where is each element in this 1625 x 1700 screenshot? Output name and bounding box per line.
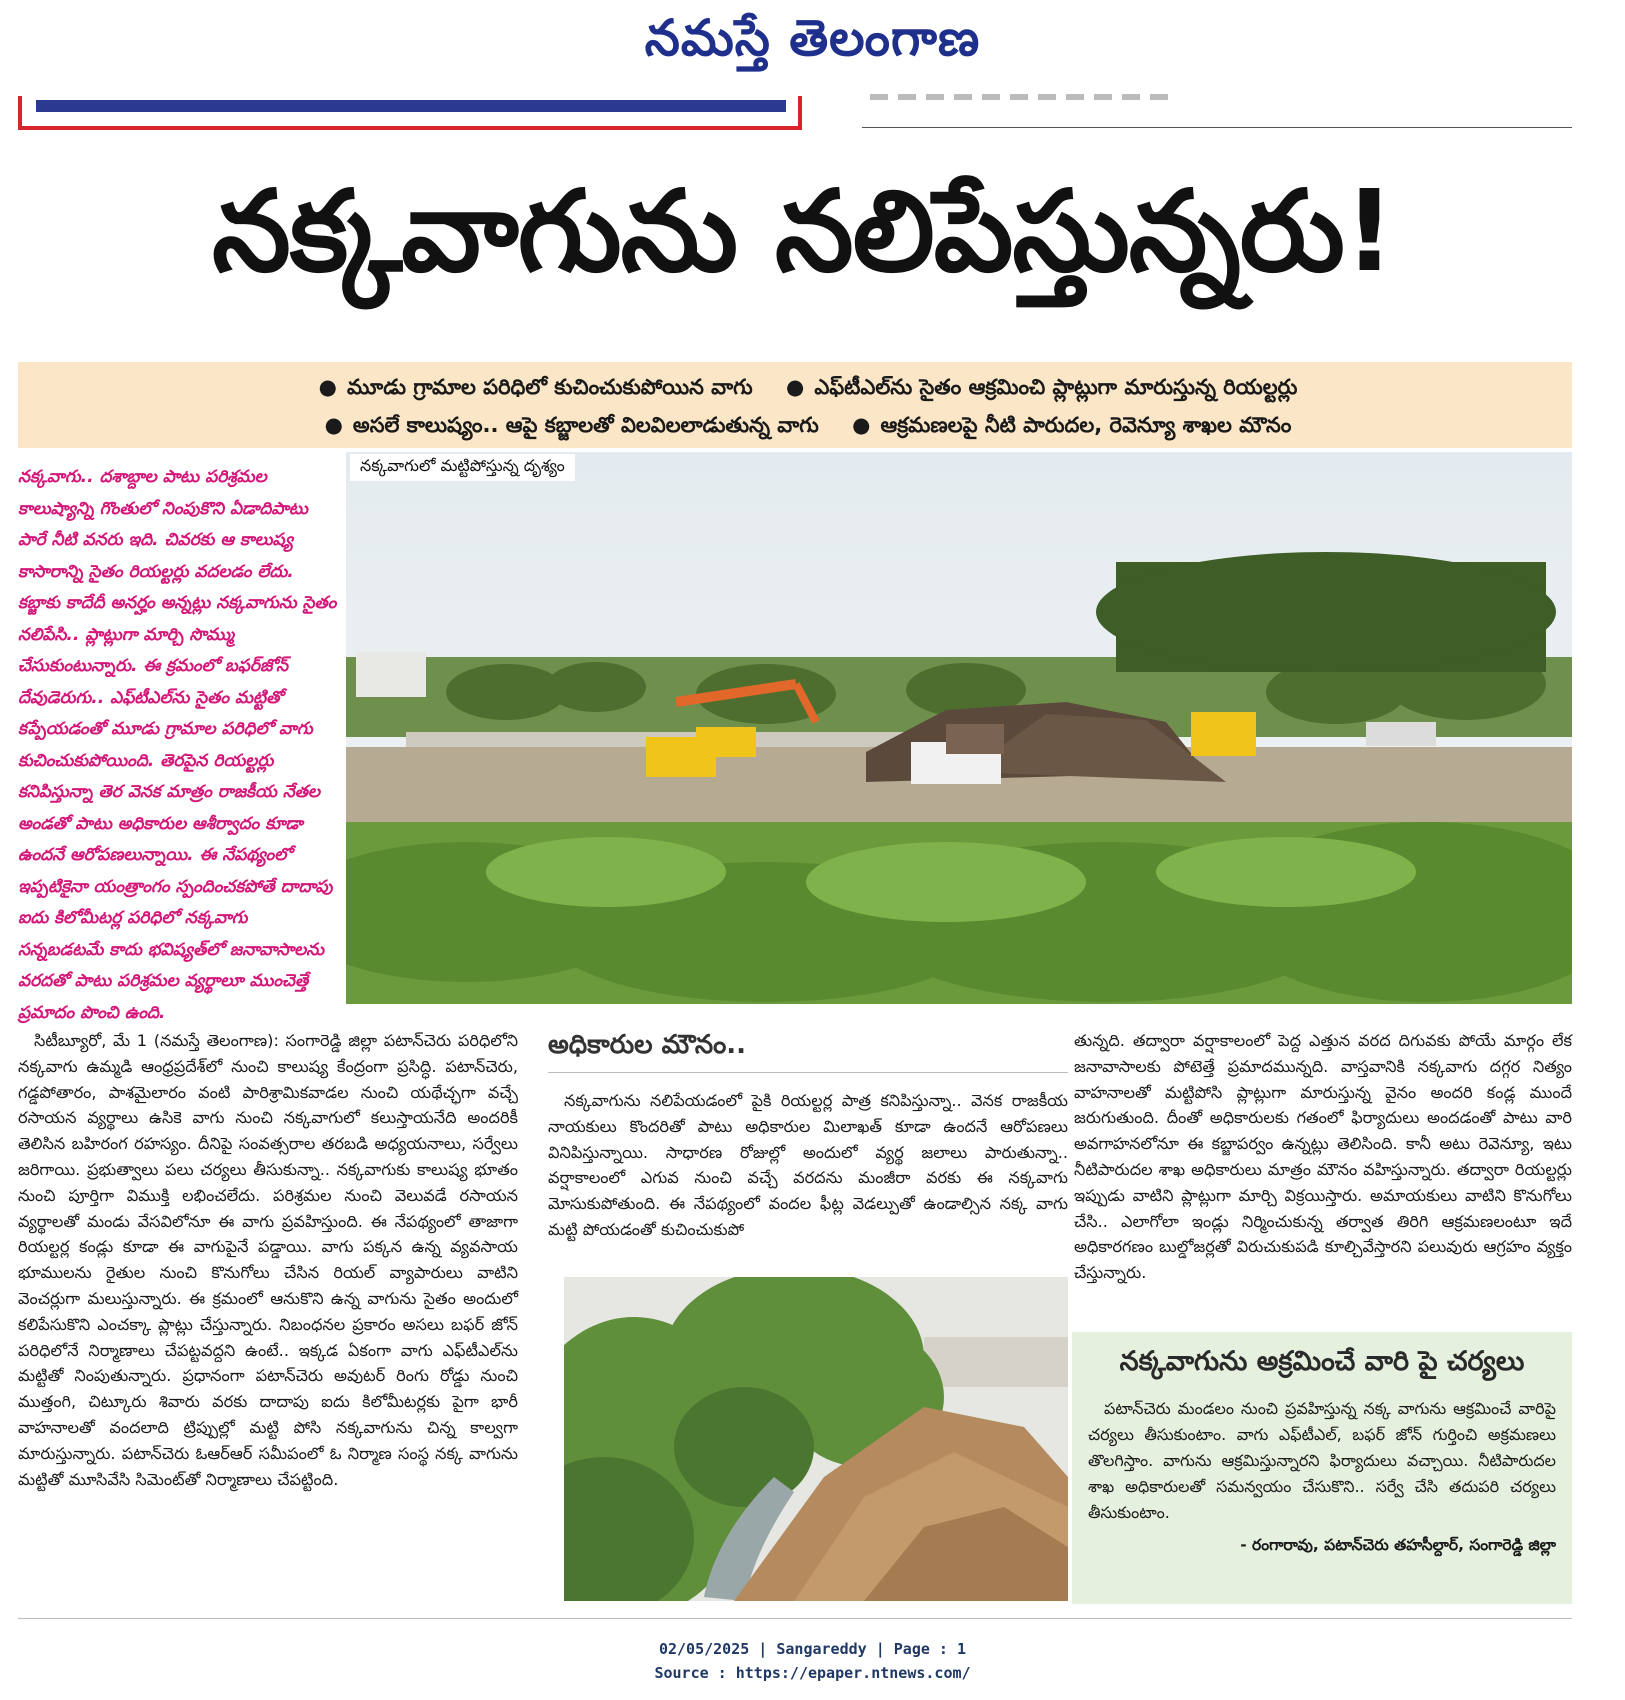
photo-caption: నక్కవాగులో మట్టిపోస్తున్న దృశ్యం bbox=[350, 454, 575, 481]
masthead-blue-bar bbox=[36, 100, 786, 112]
deck-point: మూడు గ్రామాల పరిధిలో కుచించుకుపోయిన వాగు bbox=[346, 375, 753, 399]
headline: నక్కవాగును నలిపేస్తున్నరు! bbox=[212, 167, 1394, 297]
bullet-icon: ● bbox=[324, 413, 343, 437]
bullet-icon: ● bbox=[785, 375, 805, 399]
quote-box-title: నక్కవాగును అక్రమించే వారి పై చర్యలు bbox=[1119, 1346, 1525, 1377]
deck-row-2 bbox=[18, 406, 1572, 444]
footer-rule bbox=[18, 1618, 1572, 1619]
deck-highlights bbox=[18, 362, 1572, 448]
article-column-3: తున్నది. తద్వారా వర్షాకాలంలో పెద్ద ఎత్తున వరద దిగువకు పోయే మార్గం లేక జనావాసాలకు పోటెత్తే ప్రమాదమున్నది. వాస్తవానికి నక్కవాగు దగ్గర నిత్యం వాహనాలతో మట్టిపోసి ప్లాట్లుగా మారుస్తున్న వైనం అందరి కండ్ల ముందే జరుగుతుంది. దీంతో అధికారులకు గతంలో ఫిర్యాదులు అందడంతో పాటు వారి అవగాహనలోనూ ఈ కబ్జాపర్వం ఉన్నట్లు తెలిసింది. కానీ అటు రెవెన్యూ, ఇటు నీటిపారుదల శాఖ అధికారులు మాత్రం మౌనం వహిస్తున్నారు. తద్వారా రియల్టర్లు ఇప్పుడు వాటిని ప్లాట్లుగా మార్చి విక్రయిస్తారు. అమాయకులు వాటిని కొనుగోలు చేసి.. ఎలాగోలా ఇండ్లు నిర్మించుకున్న తర్వాత తిరిగి ఆక్రమణలంటూ ఇదే అధికారగణం బుల్డోజర్లతో విరుచుకుపడి కూల్చివేస్తారని పలువురు ఆగ్రహం వ్యక్తం చేస్తున్నారు. bbox=[1074, 1031, 1572, 1283]
article-column-1: సిటీబ్యూరో, మే 1 (నమస్తే తెలంగాణ): సంగారెడ్డి జిల్లా పటాన్‌చెరు పరిధిలోని నక్కవాగు ఉమ్మడి ఆంధ్రప్రదేశ్‌లో నుంచి కాలుష్య కేంద్రంగా ప్రసిద్ధి. పటాన్‌చెరు, గడ్డపోతారం, పాశమైలారం వంటి పారిశ్రామికవాడల నుంచి యథేచ్ఛగా వచ్చే రసాయన వ్యర్థాలు ఉసికె వాగు నుంచి నక్కవాగులో కలుస్తాయనేది అందరికీ తెలిసిన బహిరంగ రహస్యం. దీనిపై సంవత్సరాల తరబడి అధ్యయనాలు, సర్వేలు జరిగాయి. ప్రభుత్వాలు పలు చర్యలు తీసుకున్నా.. నక్కవాగుకు కాలుష్య భూతం నుంచి పూర్తిగా విముక్తి లభించలేదు. పరిశ్రమల నుంచి వెలువడే రసాయన వ్యర్థాలతో మండు వేసవిలోనూ ఈ వాగు ప్రవహిస్తుంది. ఈ నేపథ్యంలో తాజాగా రియల్టర్ల కండ్లు కూడా ఈ వాగుపైనే పడ్డాయి. వాగు పక్కన ఉన్న వ్యవసాయ భూములను రైతుల నుంచి కొనుగోలు చేసిన రియల్ వ్యాపారులు వాటిని వెంచర్లుగా మలుస్తున్నారు. ఈ క్రమంలో ఆనుకొని ఉన్న వాగును సైతం అందులో కలిపేసుకొని ఎంచక్కా ప్లాట్లు చేస్తున్నారు. నిబంధనల ప్రకారం అసలు బఫర్ జోన్ పరిధిలోనే నిర్మాణాలు చేపట్టవద్దని ఉంటే.. ఇక్కడ ఏకంగా వాగు ఎఫ్‌టీఎల్‌ను మట్టితో నింపుతున్నారు. ప్రధానంగా పటాన్‌చెరు అవుటర్ రింగు రోడ్డు నుంచి ముత్తంగి, చిట్కూరు శివారు వరకు దాదాపు ఐదు కిలోమీటర్లకు పైగా భారీ వాహనాలతో వందలాది ట్రిప్పుల్లో మట్టి పోసి నక్కవాగును చిన్న కాల్వగా మారుస్తున్నారు. పటాన్‌చెరు ఓఆర్‌ఆర్ సమీపంలో ఓ నిర్మాణ సంస్థ నక్క వాగును మట్టితో మూసివేసి సిమెంట్‌తో నిర్మాణాలు చేపట్టింది. bbox=[18, 1031, 518, 1489]
deck-point: ఎఫ్‌టీఎల్‌ను సైతం ఆక్రమించి ప్లాట్లుగా మారుస్తున్న రియల్టర్లు bbox=[814, 375, 1298, 399]
deck-point: అసలే కాలుష్యం.. ఆపై కబ్జాలతో విలవిలలాడుతున్న వాగు bbox=[352, 413, 819, 437]
deck-row-1 bbox=[18, 368, 1572, 406]
footer-source: Source : https://epaper.ntnews.com/ bbox=[654, 1664, 971, 1682]
quote-signature: - రంగారావు, పటాన్‌చెరు తహసీల్దార్, సంగారెడ్డి జిల్లా bbox=[1240, 1536, 1556, 1554]
footer-date-edition: 02/05/2025 | Sangareddy | Page : 1 bbox=[658, 1640, 967, 1658]
bullet-icon: ● bbox=[852, 413, 871, 437]
masthead-logo: నమస్తే తెలంగాణ bbox=[644, 8, 981, 67]
subheading-rule bbox=[548, 1072, 1068, 1073]
masthead-rule bbox=[862, 127, 1572, 128]
article-column-2: నక్కవాగును నలిపేయడంలో పైకి రియల్టర్ల పాత్ర కనిపిస్తున్నా.. వెనక రాజకీయ నాయకులు కొందరితో పాటు అధికారుల మిలాఖత్ కూడా ఉందనే ఆరోపణలు వినిపిస్తున్నాయి. సాధారణ రోజుల్లో అందులో వ్యర్థ జలాలు పారుతున్నా.. వర్షాకాలంలో ఎగువ నుంచి వచ్చే వరదను మంజీరా వరకు ఈ నక్కవాగు మోసుకుపోతుంది. ఈ నేపథ్యంలో వందల ఫీట్ల వెడల్పుతో ఉండాల్సిన నక్క వాగు మట్టి పోయడంతో కుచించుకుపో bbox=[548, 1091, 1068, 1239]
photo-mud-dumped-in-stream bbox=[564, 1277, 1068, 1601]
quote-box bbox=[1072, 1332, 1572, 1604]
bullet-icon: ● bbox=[318, 375, 337, 399]
deck-point: ఆక్రమణలపై నీటి పారుదల, రెవెన్యూ శాఖల మౌనం bbox=[880, 413, 1292, 437]
subheading: అధికారుల మౌనం.. bbox=[548, 1030, 747, 1060]
intro-paragraph: నక్కవాగు.. దశాబ్దాల పాటు పరిశ్రమల కాలుష్యాన్ని గొంతులో నింపుకొని ఏడాదిపాటు పారే నీటి వనరు ఇది. చివరకు ఆ కాలుష్య కాసారాన్ని సైతం రియల్టర్లు వదలడం లేదు. కబ్జాకు కాదేదీ అనర్హం అన్నట్లు నక్కవాగును సైతం నలిపేసి.. ప్లాట్లుగా మార్చి సొమ్ము చేసుకుంటున్నారు. ఈ క్రమంలో బఫర్‌జోన్ దేవుడెరుగు.. ఎఫ్‌టీఎల్‌ను సైతం మట్టితో కప్పేయడంతో మూడు గ్రామాల పరిధిలో వాగు కుచించుకుపోయింది. తెరపైన రియల్టర్లు కనిపిస్తున్నా తెర వెనక మాత్రం రాజకీయ నేతల అండతో పాటు అధికారుల ఆశీర్వాదం కూడా ఉందనే ఆరోపణలున్నాయి. ఈ నేపథ్యంలో ఇప్పటికైనా యంత్రాంగం స్పందించకపోతే దాదాపు ఐదు కిలోమీటర్ల పరిధిలో నక్కవాగు సన్నబడటమే కాదు భవిష్యత్‌లో జనావాసాలను వరదతో పాటు పరిశ్రమల వ్యర్థాలూ ముంచెత్తే ప్రమాదం పొంచి ఉంది. bbox=[18, 467, 337, 1023]
masthead-dashed-strip bbox=[870, 94, 1170, 100]
quote-box-text: పటాన్‌చెరు మండలం నుంచి ప్రవహిస్తున్న నక్క వాగును ఆక్రమించే వారిపై చర్యలు తీసుకుంటాం. వాగు ఎఫ్‌టీఎల్, బఫర్ జోన్ గుర్తించి అక్రమణలు తొలగిస్తాం. వాగును ఆక్రమిస్తున్నారని ఫిర్యాదులు వచ్చాయి. నీటిపారుదల శాఖ అధికారులతో సమన్వయం చేసుకొని.. సర్వే చేసి తదుపరి చర్యలు తీసుకుంటాం. bbox=[1088, 1399, 1556, 1522]
photo-earthmovers-at-stream bbox=[346, 452, 1572, 1004]
